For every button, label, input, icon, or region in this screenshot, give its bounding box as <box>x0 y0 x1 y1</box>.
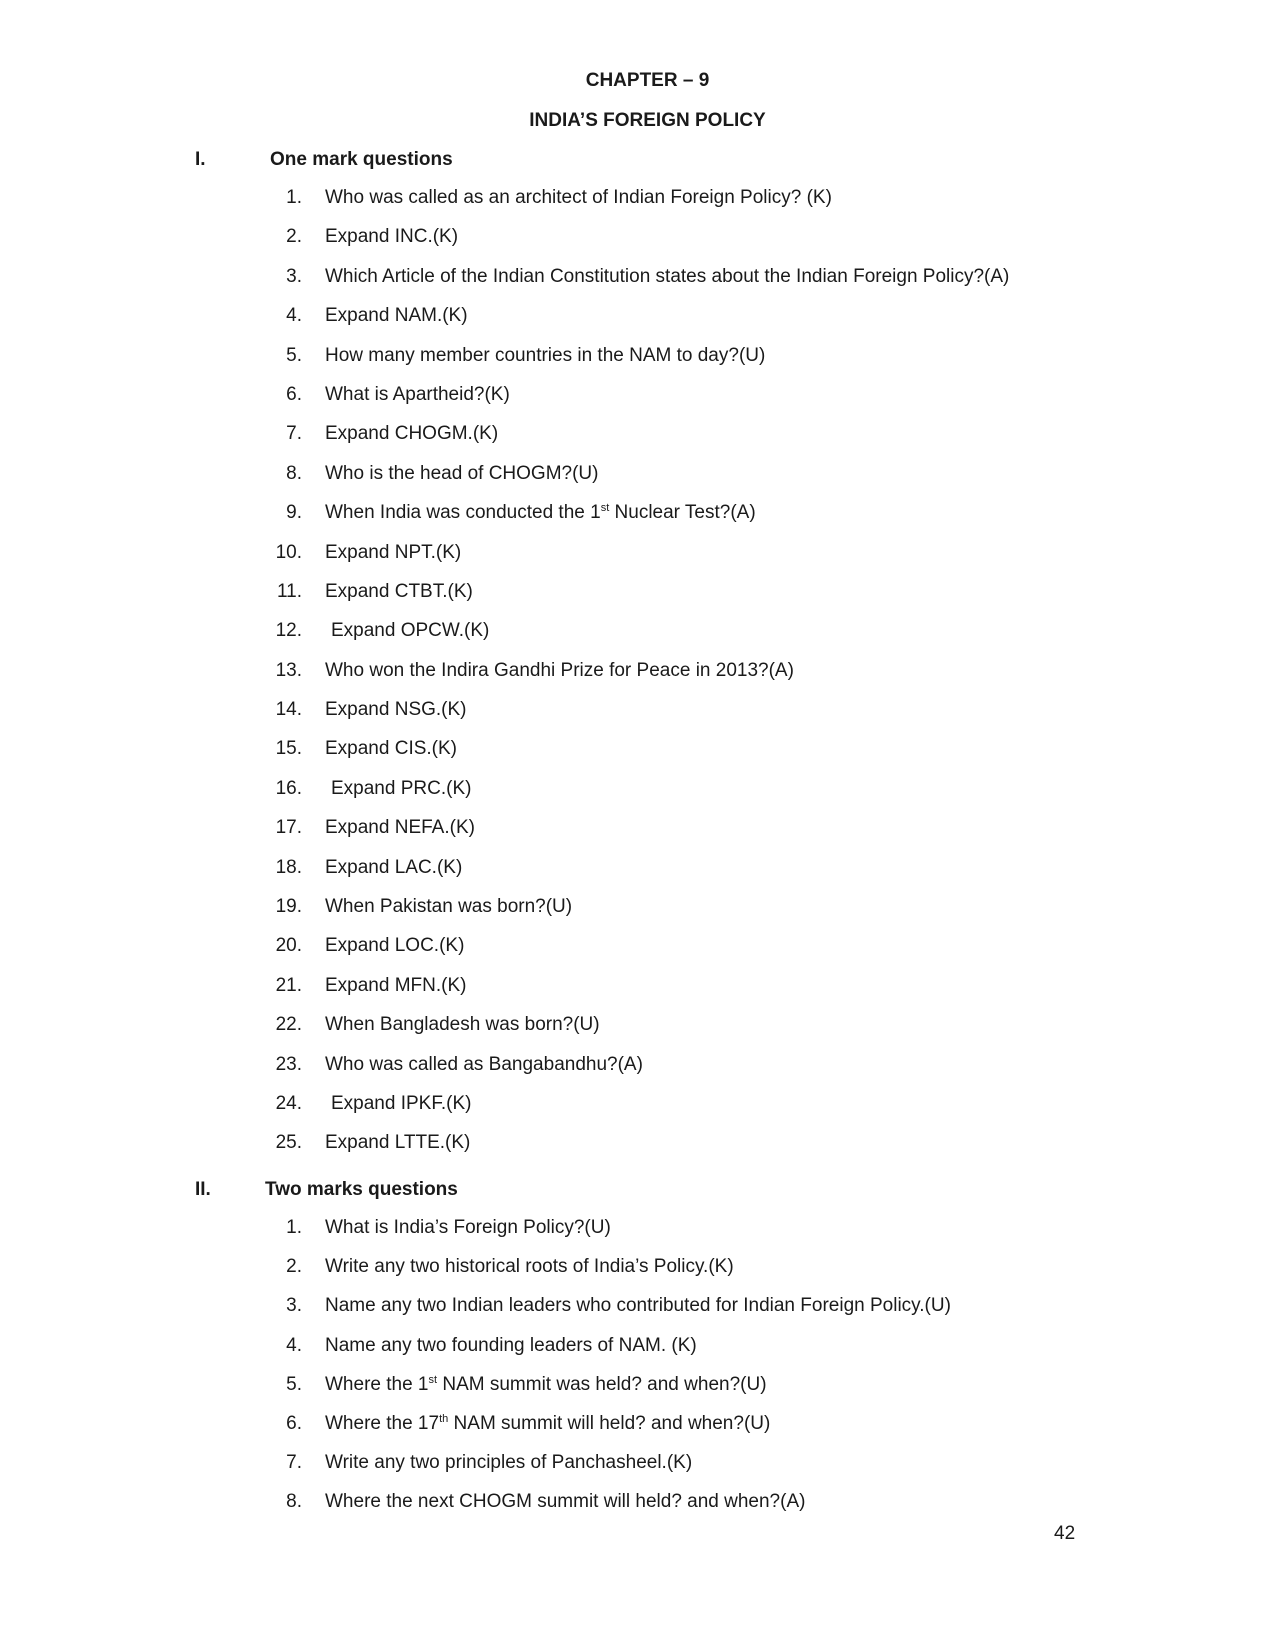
question-item <box>0 345 1275 384</box>
section-title: One mark questions <box>270 149 453 170</box>
question-text: What is India’s Foreign Policy?(U) <box>325 1217 611 1238</box>
question-item <box>0 384 1275 423</box>
question-text: Expand NSG.(K) <box>325 699 467 721</box>
question-text: Expand INC.(K) <box>325 226 459 248</box>
question-item <box>0 187 1275 226</box>
question-item <box>0 1093 1275 1132</box>
question-item <box>0 542 1275 581</box>
question-item <box>0 1374 1275 1413</box>
question-item <box>0 502 1275 541</box>
question-text-part: NAM summit was held? and when?(U) <box>437 1373 767 1395</box>
question-item <box>0 1054 1275 1093</box>
question-text: Who is the head of CHOGM?(U) <box>325 462 599 484</box>
question-number: 6. <box>286 383 302 405</box>
question-item <box>0 305 1275 344</box>
question-number: 4. <box>286 305 302 327</box>
question-text: How many member countries in the NAM to day?(U) <box>325 344 766 366</box>
question-text-part: Nuclear Test?(A) <box>609 502 756 524</box>
question-number: 20. <box>275 935 302 957</box>
question-text: What is Apartheid?(K) <box>325 383 510 405</box>
question-item <box>0 1452 1275 1491</box>
question-item <box>0 975 1275 1014</box>
question-number: 17. <box>275 817 302 839</box>
question-text <box>325 1413 770 1435</box>
question-text: When Pakistan was born?(U) <box>325 896 573 918</box>
question-number: 3. <box>286 1295 302 1317</box>
question-number: 23. <box>275 1053 302 1075</box>
ordinal-suffix: st <box>600 502 610 515</box>
question-number: 12. <box>275 620 302 642</box>
question-item <box>0 1132 1275 1171</box>
question-item <box>0 1413 1275 1452</box>
question-text: Expand NAM.(K) <box>325 305 468 327</box>
question-number: 24. <box>275 1092 302 1114</box>
chapter-heading: CHAPTER – 9 <box>585 70 710 91</box>
question-item <box>0 896 1275 935</box>
question-text: Expand MFN.(K) <box>325 974 467 996</box>
question-text: Write any two principles of Panchasheel.(K) <box>325 1452 693 1474</box>
ordinal-suffix: th <box>439 1412 449 1425</box>
question-number: 22. <box>275 1014 302 1036</box>
question-number: 3. <box>286 265 302 287</box>
one-mark-question-list <box>0 187 1275 1172</box>
question-number: 7. <box>286 423 302 445</box>
question-text: Expand NEFA.(K) <box>325 817 475 839</box>
question-item <box>0 226 1275 265</box>
question-item <box>0 778 1275 817</box>
question-text: Expand LTTE.(K) <box>325 1132 471 1154</box>
question-item <box>0 463 1275 502</box>
section-title: Two marks questions <box>265 1179 458 1200</box>
question-text: Expand OPCW.(K) <box>331 620 490 642</box>
question-number: 21. <box>275 974 302 996</box>
question-item <box>0 1217 1275 1256</box>
section-numeral: II. <box>195 1179 211 1200</box>
question-item <box>0 857 1275 896</box>
question-text: Expand CTBT.(K) <box>325 580 473 602</box>
two-marks-question-list <box>0 1217 1275 1531</box>
question-number: 7. <box>286 1452 302 1474</box>
question-text-part: Where the 1 <box>325 1373 429 1395</box>
question-number: 14. <box>275 699 302 721</box>
ordinal-suffix: st <box>428 1373 438 1386</box>
question-text: Who was called as Bangabandhu?(A) <box>325 1053 643 1075</box>
question-text: Expand CHOGM.(K) <box>325 423 499 445</box>
question-number: 2. <box>286 1256 302 1278</box>
question-item <box>0 266 1275 305</box>
question-text: Expand IPKF.(K) <box>331 1092 472 1114</box>
question-text: Name any two Indian leaders who contributed for Indian Foreign Policy.(U) <box>325 1295 951 1317</box>
question-item <box>0 1335 1275 1374</box>
question-item <box>0 620 1275 659</box>
chapter-title: INDIA’S FOREIGN POLICY <box>529 110 766 131</box>
page-number: 42 <box>1054 1523 1076 1544</box>
question-text-part: When India was conducted the 1 <box>325 502 601 524</box>
question-text <box>325 1374 767 1396</box>
question-number: 8. <box>286 462 302 484</box>
question-number: 10. <box>275 541 302 563</box>
question-text-part: Where the 17 <box>325 1412 440 1434</box>
question-text: Who was called as an architect of Indian Foreign Policy? (K) <box>325 187 832 208</box>
question-number: 13. <box>275 659 302 681</box>
question-item <box>0 817 1275 856</box>
question-number: 6. <box>286 1412 302 1434</box>
question-item <box>0 423 1275 462</box>
section-numeral: I. <box>195 149 206 170</box>
question-number: 5. <box>286 1373 302 1395</box>
question-item <box>0 1256 1275 1295</box>
question-number: 5. <box>286 344 302 366</box>
question-number: 8. <box>286 1491 302 1513</box>
question-text: Name any two founding leaders of NAM. (K) <box>325 1334 697 1356</box>
question-text-part: NAM summit will held? and when?(U) <box>448 1412 771 1434</box>
question-number: 1. <box>286 1217 302 1238</box>
question-text: Expand NPT.(K) <box>325 541 462 563</box>
question-item <box>0 1014 1275 1053</box>
question-item <box>0 581 1275 620</box>
question-number: 9. <box>286 502 302 524</box>
question-number: 19. <box>275 896 302 918</box>
question-text: Expand PRC.(K) <box>331 777 472 799</box>
question-item <box>0 1295 1275 1334</box>
question-item <box>0 699 1275 738</box>
question-number: 1. <box>286 187 302 208</box>
question-number: 15. <box>275 738 302 760</box>
question-text <box>325 502 756 524</box>
question-text: Where the next CHOGM summit will held? and when?(A) <box>325 1491 806 1513</box>
question-text: Expand CIS.(K) <box>325 738 457 760</box>
question-item <box>0 738 1275 777</box>
question-text: Expand LOC.(K) <box>325 935 465 957</box>
question-text: Who won the Indira Gandhi Prize for Peace in 2013?(A) <box>325 659 794 681</box>
question-number: 16. <box>275 777 302 799</box>
question-number: 18. <box>275 856 302 878</box>
question-number: 2. <box>286 226 302 248</box>
question-item <box>0 1491 1275 1530</box>
question-item <box>0 935 1275 974</box>
question-number: 11. <box>276 580 302 602</box>
question-number: 25. <box>275 1132 302 1154</box>
question-text: Which Article of the Indian Constitution states about the Indian Foreign Policy?(A) <box>325 265 1010 287</box>
question-item <box>0 660 1275 699</box>
question-text: Expand LAC.(K) <box>325 856 463 878</box>
question-number: 4. <box>286 1334 302 1356</box>
question-text: Write any two historical roots of India’s Policy.(K) <box>325 1256 734 1278</box>
question-text: When Bangladesh was born?(U) <box>325 1014 600 1036</box>
